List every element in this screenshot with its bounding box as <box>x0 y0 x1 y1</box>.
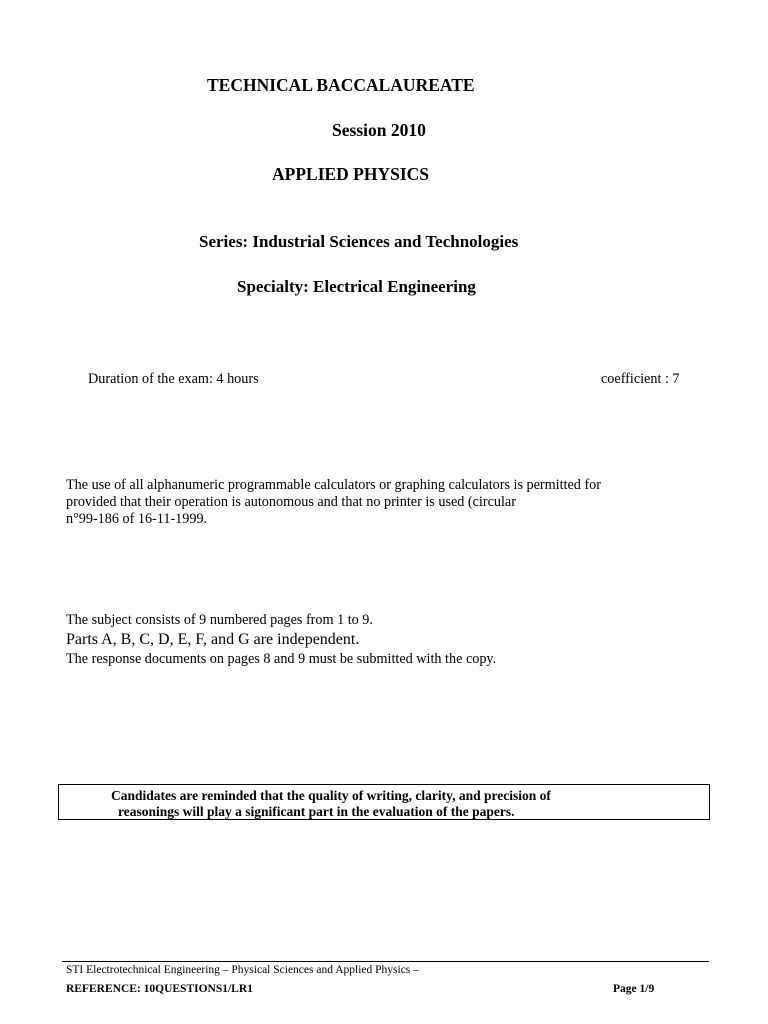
series-label: Series: Industrial Sciences and Technologies <box>199 232 519 251</box>
parts-independent-note: Parts A, B, C, D, E, F, and G are independent. <box>66 631 360 648</box>
calculator-notice-line-1: The use of all alphanumeric programmable calculators or graphing calculators is permitted for <box>66 477 601 493</box>
calculator-notice-line-3: n°99-186 of 16-11-1999. <box>66 511 208 527</box>
footer-page-number: Page 1/9 <box>613 983 655 995</box>
calculator-notice-line-2: provided that their operation is autonomous and that no printer is used (circular <box>66 494 516 510</box>
session-label: Session 2010 <box>332 120 426 140</box>
footer-reference: REFERENCE: 10QUESTIONS1/LR1 <box>66 983 253 995</box>
footer-course: STI Electrotechnical Engineering – Physical Sciences and Applied Physics – <box>66 964 419 976</box>
response-documents-note: The response documents on pages 8 and 9 must be submitted with the copy. <box>66 651 497 667</box>
subject-pages-note: The subject consists of 9 numbered pages from 1 to 9. <box>66 612 373 628</box>
reminder-box <box>58 784 710 820</box>
exam-duration: Duration of the exam: 4 hours <box>88 371 259 387</box>
reminder-line-2: reasonings will play a significant part in the evaluation of the papers. <box>118 804 515 819</box>
subject-title: APPLIED PHYSICS <box>272 164 430 184</box>
footer-divider <box>62 961 709 962</box>
reminder-line-1: Candidates are reminded that the quality of writing, clarity, and precision of <box>111 788 551 803</box>
specialty-label: Specialty: Electrical Engineering <box>237 277 476 296</box>
exam-coefficient: coefficient : 7 <box>601 371 680 387</box>
exam-title: TECHNICAL BACCALAUREATE <box>207 75 475 95</box>
